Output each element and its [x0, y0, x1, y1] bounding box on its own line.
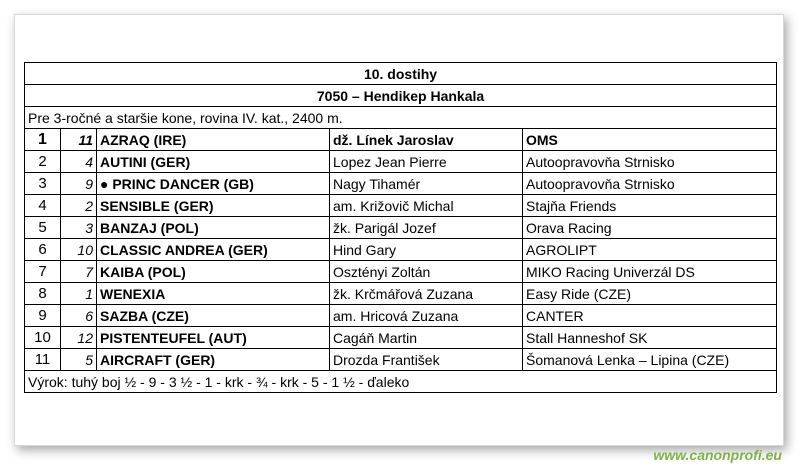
- owner-name: CANTER: [523, 305, 777, 327]
- owner-name: AGROLIPT: [523, 239, 777, 261]
- owner-name: OMS: [523, 129, 777, 151]
- finish-position: 9: [25, 305, 61, 327]
- jockey-name: Drozda František: [330, 349, 523, 371]
- horse-name: BANZAJ (POL): [97, 217, 330, 239]
- jockey-name: Lopez Jean Pierre: [330, 151, 523, 173]
- race-margins: Výrok: tuhý boj ½ - 9 - 3 ½ - 1 - krk - ¾ - krk - 5 - 1 ½ - ďaleko: [25, 371, 777, 393]
- result-row: [25, 261, 777, 283]
- result-row: [25, 283, 777, 305]
- owner-name: Stajňa Friends: [523, 195, 777, 217]
- saddle-number: 7: [61, 261, 97, 283]
- horse-name: WENEXIA: [97, 283, 330, 305]
- race-conditions-row: [25, 107, 777, 129]
- jockey-name: am. Hricová Zuzana: [330, 305, 523, 327]
- horse-name: AIRCRAFT (GER): [97, 349, 330, 371]
- jockey-name: žk. Parigál Jozef: [330, 217, 523, 239]
- saddle-number: 11: [61, 129, 97, 151]
- finish-position: 1: [25, 129, 61, 151]
- saddle-number: 6: [61, 305, 97, 327]
- jockey-name: am. Križovič Michal: [330, 195, 523, 217]
- horse-name: SAZBA (CZE): [97, 305, 330, 327]
- saddle-number: 12: [61, 327, 97, 349]
- saddle-number: 5: [61, 349, 97, 371]
- owner-name: Autoopravovňa Strnisko: [523, 173, 777, 195]
- race-title: 10. dostihy: [25, 63, 777, 85]
- horse-name: AUTINI (GER): [97, 151, 330, 173]
- jockey-name: Hind Gary: [330, 239, 523, 261]
- margins-row: [25, 371, 777, 393]
- race-name: 7050 – Hendikep Hankala: [25, 85, 777, 107]
- result-row: [25, 327, 777, 349]
- saddle-number: 1: [61, 283, 97, 305]
- finish-position: 3: [25, 173, 61, 195]
- result-row: [25, 217, 777, 239]
- horse-name: KAIBA (POL): [97, 261, 330, 283]
- finish-position: 7: [25, 261, 61, 283]
- owner-name: Autoopravovňa Strnisko: [523, 151, 777, 173]
- race-results-table: [24, 62, 777, 393]
- race-name-row: [25, 85, 777, 107]
- horse-name: PISTENTEUFEL (AUT): [97, 327, 330, 349]
- result-row: [25, 239, 777, 261]
- result-row: [25, 173, 777, 195]
- saddle-number: 9: [61, 173, 97, 195]
- result-row: [25, 129, 777, 151]
- horse-name: CLASSIC ANDREA (GER): [97, 239, 330, 261]
- jockey-name: dž. Línek Jaroslav: [330, 129, 523, 151]
- finish-position: 8: [25, 283, 61, 305]
- saddle-number: 2: [61, 195, 97, 217]
- owner-name: Šomanová Lenka – Lipina (CZE): [523, 349, 777, 371]
- finish-position: 4: [25, 195, 61, 217]
- horse-name: SENSIBLE (GER): [97, 195, 330, 217]
- race-title-row: [25, 63, 777, 85]
- finish-position: 10: [25, 327, 61, 349]
- saddle-number: 4: [61, 151, 97, 173]
- owner-name: Orava Racing: [523, 217, 777, 239]
- owner-name: MIKO Racing Univerzál DS: [523, 261, 777, 283]
- finish-position: 5: [25, 217, 61, 239]
- horse-name: AZRAQ (IRE): [97, 129, 330, 151]
- finish-position: 6: [25, 239, 61, 261]
- jockey-name: žk. Krčmářová Zuzana: [330, 283, 523, 305]
- jockey-name: Cagáň Martin: [330, 327, 523, 349]
- finish-position: 11: [25, 349, 61, 371]
- jockey-name: Nagy Tihamér: [330, 173, 523, 195]
- horse-name: ● PRINC DANCER (GB): [97, 173, 330, 195]
- owner-name: Stall Hanneshof SK: [523, 327, 777, 349]
- result-row: [25, 151, 777, 173]
- result-row: [25, 349, 777, 371]
- saddle-number: 3: [61, 217, 97, 239]
- owner-name: Easy Ride (CZE): [523, 283, 777, 305]
- result-row: [25, 195, 777, 217]
- result-row: [25, 305, 777, 327]
- finish-position: 2: [25, 151, 61, 173]
- watermark-logo: www.canonprofi.eu: [653, 447, 782, 463]
- race-conditions: Pre 3-ročné a staršie kone, rovina IV. kat., 2400 m.: [25, 107, 777, 129]
- saddle-number: 10: [61, 239, 97, 261]
- jockey-name: Osztényi Zoltán: [330, 261, 523, 283]
